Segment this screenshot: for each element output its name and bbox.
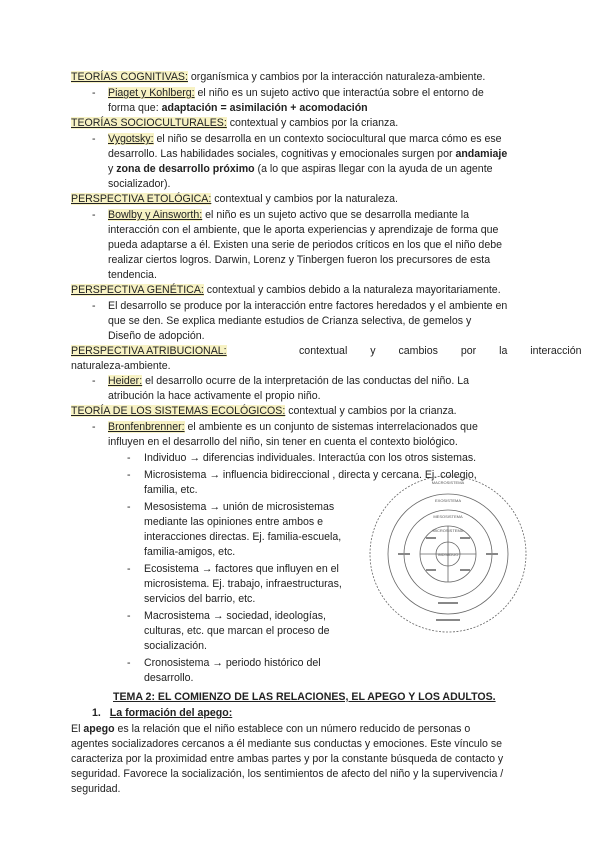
bullet-dash: -	[127, 452, 131, 464]
ecological-author: Bronfenbrenner:	[108, 421, 185, 433]
system-micro-line-1: Microsistema → influencia bidireccional , directa y cercana. Ej. colegio,	[144, 469, 477, 481]
cognitive-tail: organísmica y cambios por la interacción naturaleza-ambiente.	[187, 71, 486, 83]
subsection-number: 1.	[92, 707, 101, 719]
apego-term: apego	[83, 723, 115, 735]
bullet-dash: -	[92, 300, 96, 312]
diagram-text-mark	[436, 619, 460, 621]
sociocultural-heading-line	[71, 116, 398, 131]
genetic-line-1: El desarrollo se produce por la interacción entre factores heredados y el ambiente en	[108, 300, 508, 312]
genetic-line-2: que se den. Se explica mediante estudios de Crianza selectiva, de gemelos y	[108, 315, 472, 327]
diagram-label-meso: MESOSISTEMA	[433, 514, 463, 519]
sociocultural-text-1: el niño se desarrolla en un contexto sociocultural que marca cómo es ese	[153, 133, 502, 145]
sociocultural-zdp: zona de desarrollo próximo	[116, 163, 255, 175]
ethological-line-2: interacción con el ambiente, que le aporta experiencias y aprendizaje de forma que	[108, 224, 499, 236]
bullet-dash: -	[92, 375, 96, 387]
diagram-text-mark	[398, 553, 410, 555]
bullet-dash: -	[127, 469, 131, 481]
cognitive-text-1: el niño es un sujeto activo que interactúa sobre el entorno de	[194, 87, 484, 99]
system-individuo-line-1: Individuo → diferencias individuales. Interactúa con los otros sistemas.	[144, 452, 477, 464]
ethological-tail: contextual y cambios por la naturaleza.	[211, 193, 398, 205]
attributional-line-1	[108, 374, 469, 389]
genetic-heading: PERSPECTIVA GENÉTICA:	[71, 284, 204, 296]
ecological-tail: contextual y cambios por la crianza.	[285, 405, 457, 417]
bullet-dash: -	[127, 610, 131, 622]
attributional-author: Heider:	[108, 375, 143, 387]
bullet-dash: -	[92, 133, 96, 145]
apego-line-3: caracteriza por la proximidad entre ambas partes y por la constante búsqueda de contacto y	[71, 753, 504, 765]
bullet-dash: -	[127, 563, 131, 575]
system-meso-line-2: mediante las opiniones entre ambos e	[144, 516, 324, 528]
subsection-heading	[92, 706, 232, 721]
system-macro-line-3: socialización.	[144, 640, 208, 652]
ecological-heading-line	[71, 404, 457, 419]
system-crono-line-2: desarrollo.	[144, 672, 194, 684]
attributional-heading: PERSPECTIVA ATRIBUCIONAL:	[71, 345, 227, 357]
system-meso-line-1: Mesosistema → unión de microsistemas	[144, 501, 335, 513]
sociocultural-line-1	[108, 132, 502, 147]
system-macro-line-1: Macrosistema → sociedad, ideologías,	[144, 610, 326, 622]
attributional-line-2: atribución la hace activamente el propio niño.	[108, 390, 321, 402]
ecological-line-1	[108, 420, 478, 435]
system-meso-line-4: familia-amigos, etc.	[144, 546, 236, 558]
system-eco-line-1: Ecosistema → factores que influyen en el	[144, 563, 339, 575]
apego-line-1	[71, 722, 470, 737]
diagram-text-mark	[486, 553, 498, 555]
cognitive-line-2	[108, 101, 368, 116]
sociocultural-heading: TEORÍAS SOCIOCULTURALES:	[71, 117, 227, 129]
diagram-label-macro: MACROSISTEMA	[431, 480, 465, 485]
ethological-line-1	[108, 208, 469, 223]
apego-line-4: seguridad. Favorece la socialización, los sentimientos de afecto del niño y la supervivencia /	[71, 768, 504, 780]
diagram-text-mark	[438, 602, 458, 604]
sociocultural-tail: contextual y cambios por la crianza.	[226, 117, 399, 129]
ethological-line-4: realizar ciertos logros. Darwin, Lorenz y Tinbergen fueron los precursores de esta	[108, 254, 491, 266]
diagram-label-exo: EXOSISTEMA	[434, 498, 462, 503]
diagram-text-mark	[460, 569, 470, 571]
genetic-line-3: Diseño de adopción.	[108, 330, 205, 342]
sociocultural-line-3	[108, 162, 493, 177]
system-eco-line-2: microsistema. Ej. trabajo, infraestructuras,	[144, 578, 342, 590]
apego-line-5: seguridad.	[71, 783, 121, 795]
ethological-author: Bowlby y Ainsworth:	[108, 209, 203, 221]
bullet-dash: -	[92, 87, 96, 99]
cognitive-formula: adaptación = asimilación + acomodación	[161, 102, 368, 114]
sociocultural-andamiaje: andamiaje	[455, 148, 508, 160]
cognitive-line-1	[108, 86, 528, 101]
cognitive-text-2a: forma que:	[108, 102, 162, 114]
apego-line-2: agentes socializadores cercanos a él mediante sus conductas y emociones. Este vínculo se	[71, 738, 503, 750]
system-eco-line-3: servicios del barrio, etc.	[144, 593, 256, 605]
genetic-tail: contextual y cambios debido a la naturaleza mayoritariamente.	[203, 284, 501, 296]
cognitive-heading: TEORÍAS COGNITIVAS:	[71, 71, 188, 83]
sociocultural-line-2	[108, 147, 507, 162]
ecological-line-2: influyen en el desarrollo del niño, sin tener en cuenta el contexto biológico.	[108, 436, 458, 448]
system-macro-line-2: culturas, etc. que marcan el proceso de	[144, 625, 330, 637]
ecological-heading: TEORÍA DE LOS SISTEMAS ECOLÓGICOS:	[71, 405, 286, 417]
attributional-text-1: el desarrollo ocurre de la interpretación de las conductas del niño. La	[142, 375, 469, 387]
attributional-line-0: naturaleza-ambiente.	[71, 360, 171, 372]
system-micro-line-2: familia, etc.	[144, 484, 198, 496]
system-crono-line-1: Cronosistema → periodo histórico del	[144, 657, 321, 669]
attributional-heading-line	[71, 344, 227, 359]
apego-text-1c: es la relación que el niño establece con un número reducido de personas o	[114, 723, 471, 735]
bullet-dash: -	[127, 657, 131, 669]
bullet-dash: -	[92, 209, 96, 221]
ecological-text-1: el ambiente es un conjunto de sistemas interrelacionados que	[184, 421, 478, 433]
diagram-text-mark	[426, 537, 436, 539]
ethological-line-3: pueda adaptarse a él. Existen una serie de periodos críticos en los que el niño debe	[108, 239, 502, 251]
sociocultural-author: Vygotsky:	[108, 133, 154, 145]
ethological-heading: PERSPECTIVA ETOLÓGICA:	[71, 193, 212, 205]
diagram-text-mark	[460, 537, 470, 539]
cognitive-author: Piaget y Kohlberg:	[108, 87, 195, 99]
cognitive-heading-line	[71, 70, 485, 85]
sociocultural-text-3a: y	[108, 163, 117, 175]
apego-text-1a: El	[71, 723, 84, 735]
ethological-text-1: el niño es un sujeto activo que se desarrolla mediante la	[202, 209, 469, 221]
bullet-dash: -	[92, 421, 96, 433]
attributional-tail: contextual y cambios por la interacción	[299, 345, 582, 357]
ecological-systems-diagram	[368, 474, 528, 634]
diagram-text-mark	[426, 569, 436, 571]
subsection-title: La formación del apego:	[109, 707, 233, 719]
sociocultural-text-3c: (a lo que aspiras llegar con la ayuda de un agente	[254, 163, 493, 175]
diagram-label-micro: MICROSISTEMA	[432, 528, 464, 533]
system-meso-line-3: interacciones directas. Ej. familia-escuela,	[144, 531, 342, 543]
sociocultural-text-2a: desarrollo. Las habilidades sociales, cognitivas y emocionales surgen por	[108, 148, 456, 160]
diagram-label-individual: INDIVIDUO	[437, 552, 459, 557]
bullet-dash: -	[127, 501, 131, 513]
ethological-heading-line	[71, 192, 398, 207]
ethological-line-5: tendencia.	[108, 269, 157, 281]
sociocultural-line-4: socializador).	[108, 178, 171, 190]
tema-2-title: TEMA 2: EL COMIENZO DE LAS RELACIONES, EL APEGO Y LOS ADULTOS.	[113, 691, 496, 703]
genetic-heading-line	[71, 283, 501, 298]
